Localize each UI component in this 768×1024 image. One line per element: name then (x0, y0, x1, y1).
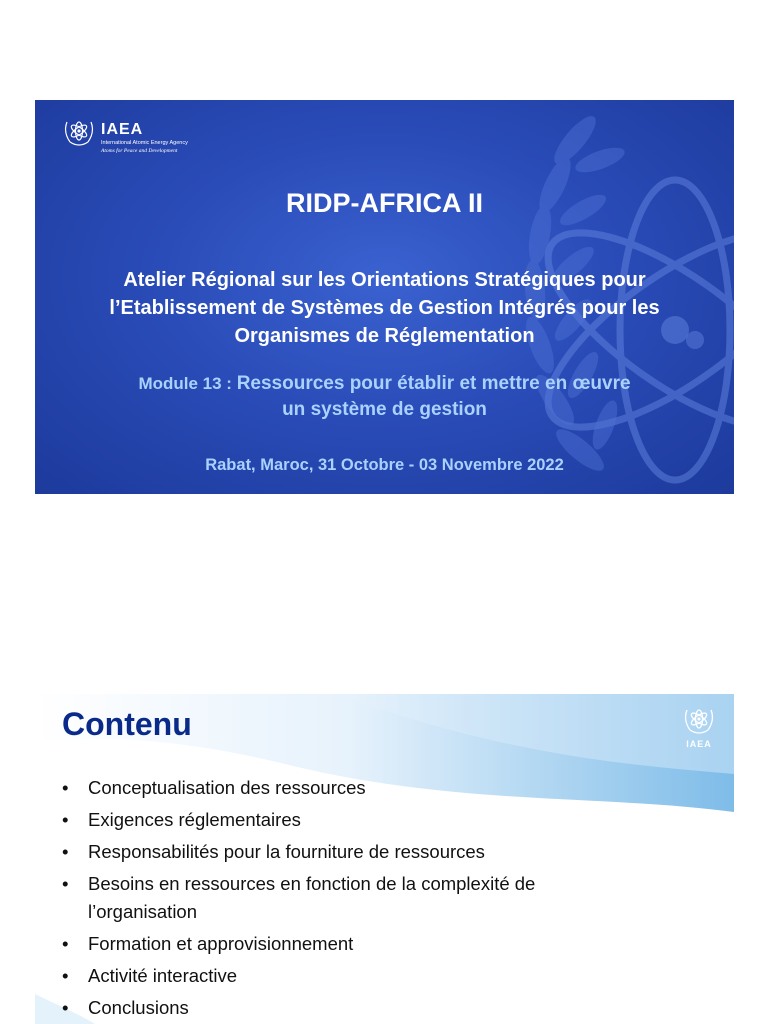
contents-slide (35, 694, 734, 1024)
bullet-icon: • (62, 933, 69, 954)
slide-subtitle (45, 266, 724, 350)
logo-agency: International Atomic Energy Agency (101, 140, 188, 146)
list-item: • Responsabilités pour la fourniture de ressources (62, 838, 662, 866)
list-item: • Besoins en ressources en fonction de la complexité de l’organisation (62, 870, 662, 926)
iaea-logo (61, 114, 241, 160)
module-number: Module 13 : (138, 374, 237, 393)
un-laurel-atom-icon (681, 702, 717, 738)
iaea-logo (679, 702, 719, 752)
logo-name: IAEA (686, 739, 712, 749)
subtitle-line: Atelier Régional sur les Orientations Stratégiques pour (123, 269, 646, 291)
bullet-icon: • (62, 965, 69, 986)
slide-title: Contenu (62, 706, 192, 742)
list-item: • Formation et approvisionnement (62, 930, 662, 958)
slide-title: RIDP-AFRICA II (286, 188, 483, 218)
module-heading (45, 371, 724, 423)
logo-motto: Atoms for Peace and Development (101, 148, 178, 154)
subtitle-line: Organismes de Réglementation (234, 325, 535, 347)
bullet-icon: • (62, 841, 69, 862)
un-laurel-atom-icon (61, 114, 97, 150)
list-item: • Activité interactive (62, 962, 662, 990)
module-title-line: un système de gestion (282, 399, 487, 420)
bullet-icon: • (62, 997, 69, 1018)
module-title-line: Ressources pour établir et mettre en œuvre (236, 373, 631, 394)
contents-list (62, 774, 662, 1024)
title-slide (35, 100, 734, 494)
list-item: • Exigences réglementaires (62, 806, 662, 834)
bullet-icon: • (62, 777, 69, 798)
list-item: • Conclusions (62, 994, 662, 1022)
event-date-location: Rabat, Maroc, 31 Octobre - 03 Novembre 2022 (205, 456, 564, 474)
bullet-icon: • (62, 873, 69, 894)
bullet-icon: • (62, 809, 69, 830)
subtitle-line: l’Etablissement de Systèmes de Gestion Intégrés pour les (109, 297, 660, 319)
logo-name: IAEA (101, 121, 144, 138)
list-item: • Conceptualisation des ressources (62, 774, 662, 802)
